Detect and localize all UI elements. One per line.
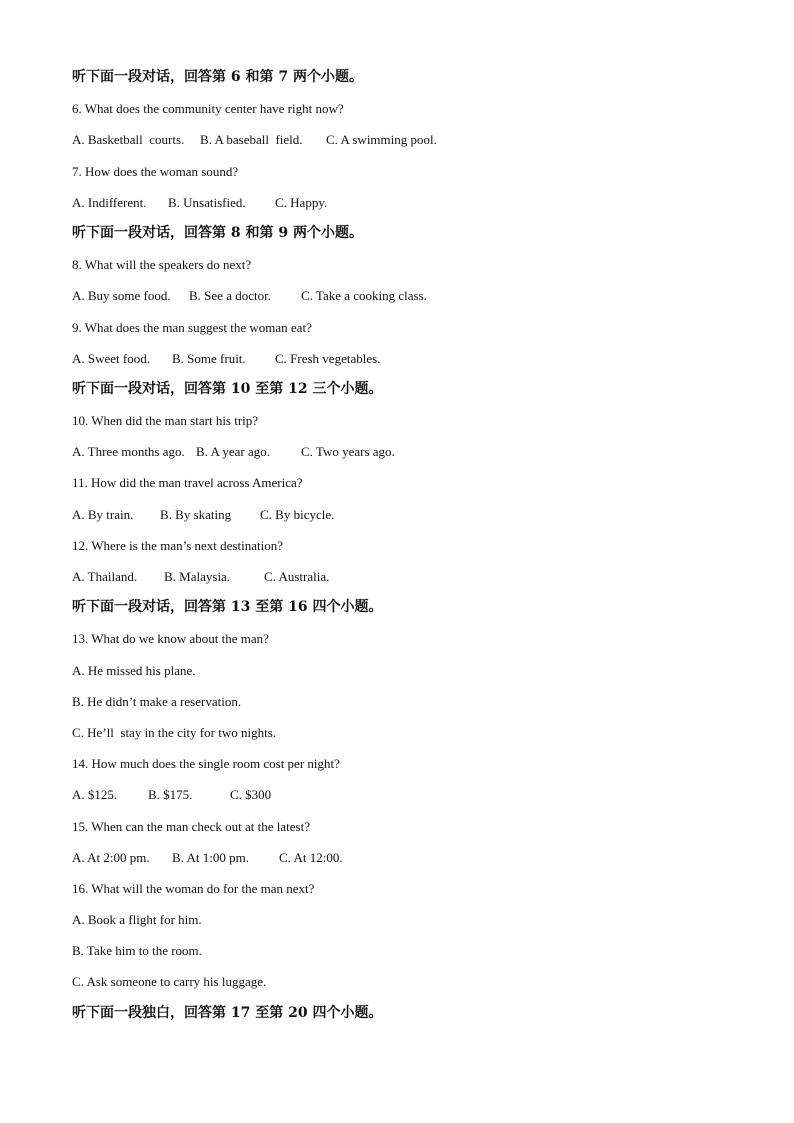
option-c: C. By bicycle. xyxy=(260,506,335,522)
options-row xyxy=(72,343,752,374)
options-row xyxy=(72,779,752,810)
option-b: B. By skating xyxy=(160,506,232,522)
question-text: 11. How did the man travel across America? xyxy=(72,475,303,491)
option-c: C. A swimming pool. xyxy=(326,132,437,148)
option-b: B. Malaysia. xyxy=(164,569,231,584)
question-text: 14. How much does the single room cost per night? xyxy=(72,756,340,772)
option-c: C. Fresh vegetables. xyxy=(275,350,381,366)
question-text: 9. What does the man suggest the woman eat? xyxy=(72,319,312,335)
option-c: C. Happy. xyxy=(275,194,328,210)
options-row xyxy=(72,842,752,873)
option-a: A. At 2:00 pm. xyxy=(72,849,150,865)
option-c: C. Two years ago. xyxy=(301,444,395,460)
question-text: 16. What will the woman do for the man next? xyxy=(72,880,315,896)
option-a: A. Indifferent. xyxy=(72,194,147,210)
option-b: B. A baseball field. xyxy=(200,132,303,148)
option-c: C. Ask someone to carry his luggage. xyxy=(72,974,267,990)
section-heading: 听下面一段对话，回答第 8 和第 9 两个小题。 xyxy=(72,224,363,241)
option-a: A. By train. xyxy=(72,506,134,522)
option-b: B. Some fruit. xyxy=(172,350,246,366)
question-text: 15. When can the man check out at the latest? xyxy=(72,818,310,834)
question-text: 10. When did the man start his trip? xyxy=(72,413,259,429)
section-heading: 听下面一段对话，回答第 10 至第 12 三个小题。 xyxy=(72,380,383,397)
exam-page xyxy=(72,62,752,1029)
question-text: 6. What does the community center have right now? xyxy=(72,101,344,117)
option-b: B. See a doctor. xyxy=(189,288,271,304)
option-b: B. Take him to the room. xyxy=(72,943,202,959)
option-b: B. A year ago. xyxy=(196,444,271,460)
section-heading: 听下面一段对话，回答第 13 至第 16 四个小题。 xyxy=(72,599,383,616)
option-a: A. Three months ago. xyxy=(72,444,185,460)
option-b: B. At 1:00 pm. xyxy=(172,849,249,865)
options-row xyxy=(72,436,752,467)
options-row xyxy=(72,280,752,311)
section-heading: 听下面一段独白，回答第 17 至第 20 四个小题。 xyxy=(72,1004,383,1021)
option-c: C. At 12:00. xyxy=(279,849,343,865)
option-b: B. $175. xyxy=(148,787,193,803)
option-c: C. Australia. xyxy=(264,569,330,584)
section-heading: 听下面一段对话，回答第 6 和第 7 两个小题。 xyxy=(72,69,363,85)
question-text: 8. What will the speakers do next? xyxy=(72,257,252,273)
option-a: A. $125. xyxy=(72,787,118,803)
question-text: 12. Where is the man’s next destination? xyxy=(72,537,283,553)
option-c: C. He’ll stay in the city for two nights. xyxy=(72,724,277,740)
option-a: A. Thailand. xyxy=(72,569,138,584)
option-a: A. He missed his plane. xyxy=(72,662,196,678)
option-a: A. Basketball courts. xyxy=(72,132,185,148)
option-a: A. Buy some food. xyxy=(72,288,171,304)
option-b: B. He didn’t make a reservation. xyxy=(72,693,242,709)
option-a: A. Book a flight for him. xyxy=(72,912,202,928)
options-row xyxy=(72,187,752,218)
option-b: B. Unsatisfied. xyxy=(168,194,246,210)
question-text: 13. What do we know about the man? xyxy=(72,631,269,647)
option-c: C. $300 xyxy=(230,787,272,803)
option-a: A. Sweet food. xyxy=(72,350,150,366)
question-text: 7. How does the woman sound? xyxy=(72,163,239,179)
option-c: C. Take a cooking class. xyxy=(301,288,427,304)
options-row xyxy=(72,561,752,592)
options-row xyxy=(72,499,752,530)
options-row xyxy=(72,124,752,155)
